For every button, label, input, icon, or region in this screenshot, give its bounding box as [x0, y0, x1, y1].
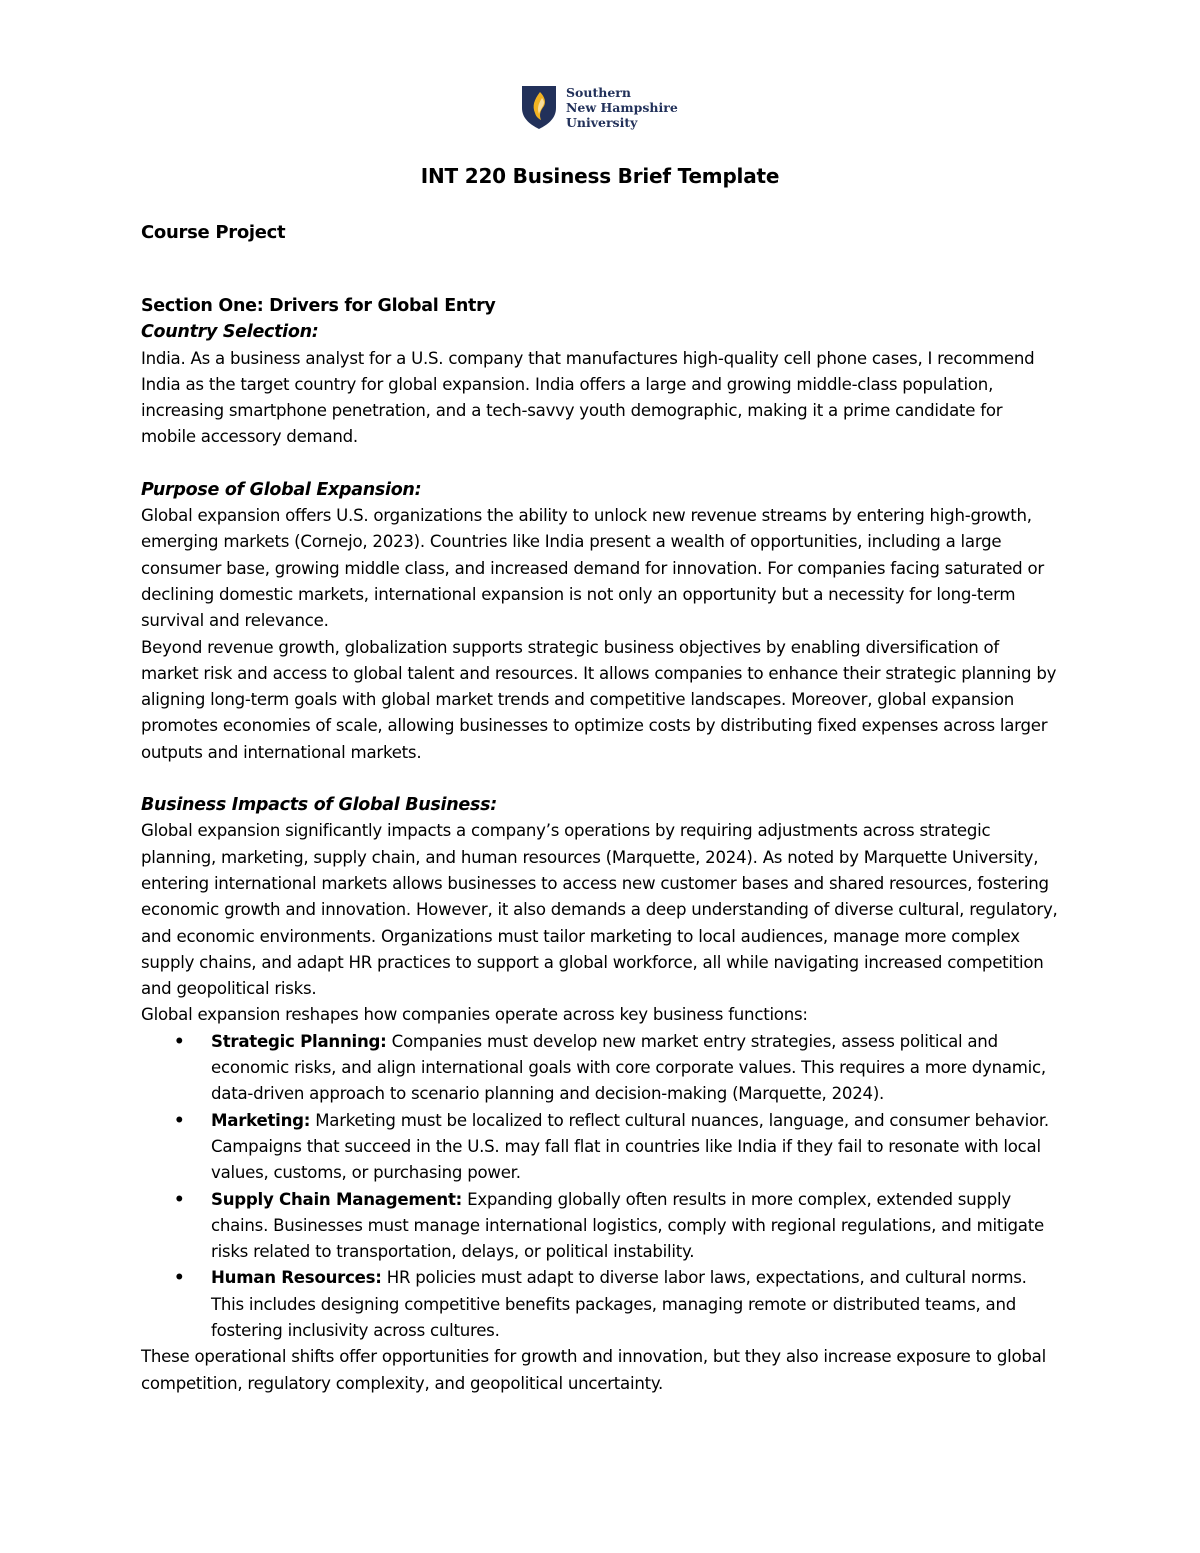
list-item-text: Companies must develop new market entry strategies, assess political and economic risks, and align international goals with core corporate values. This requires a more dynamic, data-driven approach to scenario planning and decision-making (Marquette, 2024).	[211, 1031, 1046, 1104]
university-logo	[520, 84, 678, 132]
purpose-paragraph-2: Beyond revenue growth, globalization supports strategic business objectives by enabling diversification of market risk and access to global talent and resources. It allows companies to enhance their strategic planning by aligning long-term goals with global market trends and competitive landscapes. Moreover, global expansion promotes economies of scale, allowing businesses to optimize costs by distributing fixed expenses across larger outputs and international markets.	[141, 637, 1057, 762]
document-body	[141, 218, 1061, 1397]
shield-flame-icon	[520, 84, 558, 130]
logo-line-1: Southern	[566, 85, 631, 100]
list-item-term: Supply Chain Management:	[211, 1189, 463, 1209]
bullet-icon: •	[174, 1110, 185, 1130]
list-item-text: HR policies must adapt to diverse labor laws, expectations, and cultural norms. This includes designing competitive benefits packages, managing remote or distributed teams, and fostering inclusivity across cultures.	[211, 1268, 1027, 1340]
logo-wordmark	[566, 85, 678, 130]
logo-line-2: New Hampshire	[566, 100, 678, 115]
section-one-heading: Section One: Drivers for Global Entry	[141, 296, 496, 316]
bullet-icon: •	[174, 1031, 185, 1051]
spacer	[141, 766, 1061, 792]
document-title: INT 220 Business Brief Template	[420, 164, 780, 188]
purpose-paragraph-1: Global expansion offers U.S. organizations the ability to unlock new revenue streams by entering high-growth, emerging markets (Cornejo, 2023). Countries like India present a wealth of opportunities, including a large consumer base, growing middle class, and increased demand for innovation. For companies facing saturated or declining domestic markets, international expansion is not only an opportunity but a necessity for long-term survival and relevance.	[141, 506, 1044, 631]
list-item	[141, 1187, 1061, 1266]
spacer	[141, 451, 1061, 477]
course-project-heading: Course Project	[141, 222, 286, 243]
list-item-term: Marketing:	[211, 1110, 311, 1130]
list-item-text: Marketing must be localized to reflect cultural nuances, language, and consumer behavior. Campaigns that succeed in the U.S. may fall flat in countries like India if they fail to resonate with local values, customs, or purchasing power.	[211, 1110, 1049, 1183]
country-selection-heading: Country Selection:	[141, 322, 319, 343]
list-item	[141, 1108, 1061, 1187]
impacts-heading: Business Impacts of Global Business:	[141, 795, 497, 816]
impacts-paragraph-1: Global expansion significantly impacts a company’s operations by requiring adjustments across strategic planning, marketing, supply chain, and human resources (Marquette, 2024). As noted by Marquette University, entering international markets allows businesses to access new customer bases and shared resources, fostering economic growth and innovation. However, it also demands a deep understanding of diverse cultural, regulatory, and economic environments. Organizations must tailor marketing to local audiences, manage more complex supply chains, and adapt HR practices to support a global workforce, all while navigating increased competition and geopolitical risks.	[141, 821, 1058, 999]
bullet-icon: •	[174, 1268, 185, 1288]
logo-line-3: University	[566, 115, 638, 130]
bullet-icon: •	[174, 1189, 185, 1209]
country-selection-paragraph: India. As a business analyst for a U.S. company that manufactures high-quality cell phone cases, I recommend India as the target country for global expansion. India offers a large and growing middle-class population, increasing smartphone penetration, and a tech-savvy youth demographic, making it a prime candidate for mobile accessory demand.	[141, 348, 1035, 447]
impacts-paragraph-2: Global expansion reshapes how companies operate across key business functions:	[141, 1005, 808, 1025]
list-item	[141, 1265, 1061, 1344]
list-item	[141, 1029, 1061, 1108]
business-functions-list	[141, 1029, 1061, 1345]
list-item-term: Human Resources:	[211, 1268, 382, 1288]
list-item-term: Strategic Planning:	[211, 1031, 387, 1051]
purpose-heading: Purpose of Global Expansion:	[141, 479, 422, 500]
list-item-text: Expanding globally often results in more complex, extended supply chains. Businesses must manage international logistics, comply with regional regulations, and mitigate risks related to transportation, delays, or political instability.	[211, 1189, 1044, 1262]
closing-paragraph: These operational shifts offer opportunities for growth and innovation, but they also increase exposure to global competition, regulatory complexity, and geopolitical uncertainty.	[141, 1347, 1046, 1393]
